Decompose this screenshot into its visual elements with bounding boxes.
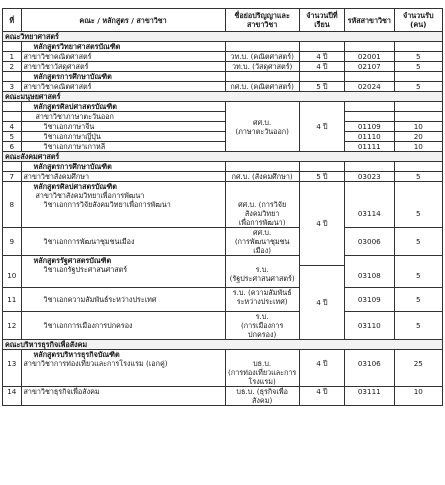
row-no: 7 xyxy=(3,172,22,182)
major-name: สาขาวิชาสังคมวิทยาเพื่อการพัฒนา xyxy=(21,191,225,200)
row-name: วิชาเอกการวิจัยสังคมวิทยาเพื่อการพัฒนา xyxy=(21,200,225,228)
row-years: 4 ปี xyxy=(299,359,344,387)
row-no: 13 xyxy=(3,359,22,387)
faculty-name: คณะวิทยาศาสตร์ xyxy=(3,32,443,42)
row-years: 4 ปี xyxy=(299,62,344,72)
row-no: 4 xyxy=(3,122,22,132)
program-row xyxy=(3,42,443,52)
row-years: 5 ปี xyxy=(299,82,344,92)
row-degree: กศ.บ. (สังคมศึกษา) xyxy=(225,172,299,182)
row-no: 8 xyxy=(3,200,22,228)
program-name: หลักสูตรวิทยาศาสตรบัณฑิต xyxy=(21,42,225,52)
row-name: วิชาเอกการเมืองการปกครอง xyxy=(21,311,225,339)
faculty-row xyxy=(3,32,443,42)
table-row xyxy=(3,82,443,92)
program-name: หลักสูตรบริหารธุรกิจบัณฑิต xyxy=(21,349,225,359)
row-code: 01111 xyxy=(345,142,394,152)
row-years: 5 ปี xyxy=(299,172,344,182)
row-no: 12 xyxy=(3,311,22,339)
row-code: 03006 xyxy=(345,228,394,256)
faculty-row xyxy=(3,92,443,102)
faculty-name: คณะสังคมศาสตร์ xyxy=(3,152,443,162)
row-no: 1 xyxy=(3,52,22,62)
row-amount: 20 xyxy=(394,132,442,142)
degree-line-2: ระหว่างประเทศ) xyxy=(236,296,288,306)
row-years: 4 ปี xyxy=(299,386,344,405)
row-code: 03108 xyxy=(345,265,394,287)
degree-line: บธ.บ. xyxy=(253,358,272,368)
major-row xyxy=(3,191,443,200)
program-name: หลักสูตรการศึกษาบัณฑิต xyxy=(21,72,225,82)
program-row xyxy=(3,256,443,266)
degree-line: ศศ.บ. (การวิจัยสังคมวิทยา xyxy=(238,200,287,218)
header-years: จำนวนปีที่เรียน xyxy=(299,9,344,32)
row-no: 10 xyxy=(3,265,22,287)
degree-line-2: (รัฐประศาสนศาสตร์) xyxy=(229,274,295,283)
row-degree: บธ.บ. (ธุรกิจเพื่อสังคม) xyxy=(225,386,299,405)
row-no: 2 xyxy=(3,62,22,72)
row-name: สาขาวิชาคณิตศาสตร์ xyxy=(21,82,225,92)
row-degree xyxy=(225,265,299,287)
row-name: สาขาวิชาวัสดุศาสตร์ xyxy=(21,62,225,72)
table-row xyxy=(3,172,443,182)
row-name: วิชาเอกภาษาเกาหลี xyxy=(21,142,225,152)
row-degree xyxy=(225,311,299,339)
row-amount: 5 xyxy=(394,172,442,182)
header-degree: ชื่อย่อปริญญาและสาขาวิชา xyxy=(225,9,299,32)
table-row xyxy=(3,62,443,72)
degree-line: ศศ.บ. xyxy=(253,228,272,237)
row-no: 3 xyxy=(3,82,22,92)
degree-line: ร.บ. (ความสัมพันธ์ xyxy=(232,287,292,297)
row-amount: 5 xyxy=(394,287,442,311)
degree-line: ร.บ. xyxy=(255,265,269,274)
row-amount: 25 xyxy=(394,359,442,387)
row-degree xyxy=(225,200,299,228)
program-row xyxy=(3,162,443,172)
table-row xyxy=(3,311,443,339)
admission-table xyxy=(2,8,443,406)
degree-line-2: (การพัฒนาชุมชนเมือง) xyxy=(234,237,290,255)
row-degree xyxy=(225,359,299,387)
row-amount: 10 xyxy=(394,386,442,405)
major-row xyxy=(3,112,443,122)
row-no: 14 xyxy=(3,386,22,405)
header-amount: จำนวนรับ (คน) xyxy=(394,9,442,32)
program-name: หลักสูตรการศึกษาบัณฑิต xyxy=(21,162,225,172)
table-row xyxy=(3,132,443,142)
row-degree xyxy=(225,228,299,256)
row-amount: 5 xyxy=(394,82,442,92)
degree-line-2: (การเมืองการปกครอง) xyxy=(240,320,284,339)
table-row xyxy=(3,122,443,132)
row-amount: 5 xyxy=(394,62,442,72)
row-name: สาขาวิชาธุรกิจเพื่อสังคม xyxy=(21,386,225,405)
row-code: 03109 xyxy=(345,287,394,311)
row-code: 01110 xyxy=(345,132,394,142)
row-no: 6 xyxy=(3,142,22,152)
row-code: 01109 xyxy=(345,122,394,132)
row-amount: 10 xyxy=(394,122,442,132)
header-no: ที่ xyxy=(3,9,22,32)
program-name: หลักสูตรศิลปศาสตรบัณฑิต xyxy=(21,102,225,112)
program-row xyxy=(3,182,443,192)
row-name: วิชาเอกภาษาจีน xyxy=(21,122,225,132)
row-amount: 5 xyxy=(394,228,442,256)
table-header xyxy=(3,9,443,32)
row-code: 02001 xyxy=(345,52,394,62)
row-no: 9 xyxy=(3,228,22,256)
row-degree xyxy=(225,287,299,311)
header-code: รหัสสาขาวิชา xyxy=(345,9,394,32)
row-name: สาขาวิชาสังคมศึกษา xyxy=(21,172,225,182)
row-name: วิชาเอกรัฐประศาสนศาสตร์ xyxy=(21,265,225,287)
degree-line-2: (การท่องเที่ยวและการโรงแรม) xyxy=(228,367,297,386)
faculty-row xyxy=(3,339,443,349)
program-row xyxy=(3,102,443,112)
degree-line-2: (ภาษาตะวันออก) xyxy=(235,126,289,136)
row-name: วิชาเอกความสัมพันธ์ระหว่างประเทศ xyxy=(21,287,225,311)
row-degree: วท.บ. (วัสดุศาสตร์) xyxy=(225,62,299,72)
years-cell: 4 ปี xyxy=(299,182,344,266)
row-name: วิชาเอกการพัฒนาชุมชนเมือง xyxy=(21,228,225,256)
degree-line-2: เพื่อการพัฒนา) xyxy=(238,218,286,227)
faculty-name: คณะบริหารธุรกิจเพื่อสังคม xyxy=(3,339,443,349)
degree-line: ร.บ. xyxy=(255,311,269,321)
row-amount: 5 xyxy=(394,52,442,62)
row-no: 11 xyxy=(3,287,22,311)
row-code: 02107 xyxy=(345,62,394,72)
row-code: 03106 xyxy=(345,359,394,387)
header-name: คณะ / หลักสูตร / สาขาวิชา xyxy=(21,9,225,32)
table-row xyxy=(3,287,443,311)
faculty-name: คณะมนุษยศาสตร์ xyxy=(3,92,443,102)
row-amount: 5 xyxy=(394,200,442,228)
row-amount: 5 xyxy=(394,311,442,339)
table-row xyxy=(3,265,443,287)
row-degree: กศ.บ. (คณิตศาสตร์) xyxy=(225,82,299,92)
degree-line: ศศ.บ. xyxy=(253,117,272,127)
faculty-row xyxy=(3,152,443,162)
table-row xyxy=(3,386,443,405)
table-row xyxy=(3,228,443,256)
row-code: 03023 xyxy=(345,172,394,182)
degree-cell xyxy=(225,102,299,152)
row-code: 02024 xyxy=(345,82,394,92)
row-degree: วท.บ. (คณิตศาสตร์) xyxy=(225,52,299,62)
row-code: 03111 xyxy=(345,386,394,405)
years-cell: 4 ปี xyxy=(299,102,344,152)
program-row xyxy=(3,72,443,82)
row-amount: 10 xyxy=(394,142,442,152)
row-code: 03114 xyxy=(345,200,394,228)
years-cell: 4 ปี xyxy=(299,265,344,339)
program-row xyxy=(3,349,443,359)
table-row xyxy=(3,200,443,228)
row-years: 4 ปี xyxy=(299,52,344,62)
row-name: สาขาวิชาการท่องเที่ยวและการโรงแรม (เอกคู่) xyxy=(21,359,225,387)
major-name: สาขาวิชาภาษาตะวันออก xyxy=(21,112,225,122)
table-row xyxy=(3,142,443,152)
row-no: 5 xyxy=(3,132,22,142)
program-name: หลักสูตรศิลปศาสตรบัณฑิต xyxy=(21,182,225,192)
program-name: หลักสูตรรัฐศาสตรบัณฑิต xyxy=(21,256,225,266)
table-row xyxy=(3,52,443,62)
row-name: วิชาเอกภาษาญี่ปุ่น xyxy=(21,132,225,142)
row-code: 03110 xyxy=(345,311,394,339)
table-row xyxy=(3,359,443,387)
row-amount: 5 xyxy=(394,265,442,287)
row-name: สาขาวิชาคณิตศาสตร์ xyxy=(21,52,225,62)
